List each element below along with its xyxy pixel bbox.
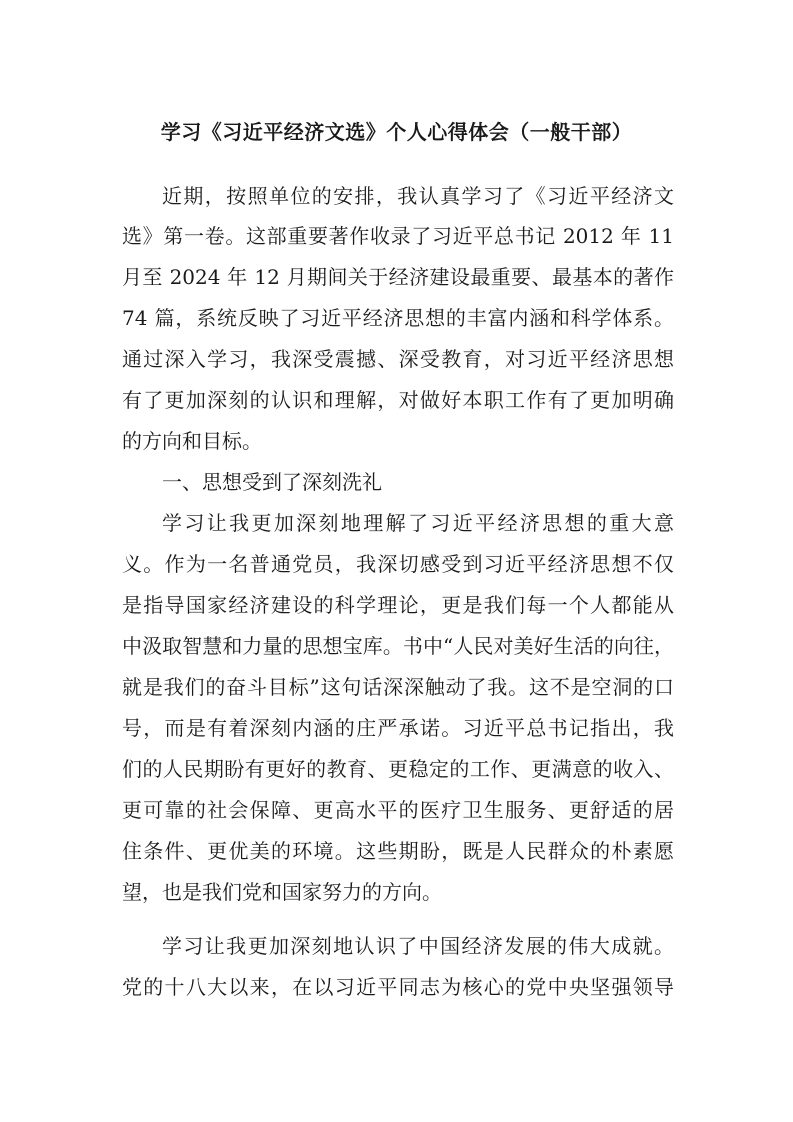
text-line: 中汲取智慧和力量的思想宝库。书中“人民对美好生活的向往， [122, 634, 674, 658]
text-line: 望，也是我们党和国家努力的方向。 [122, 880, 442, 904]
text-line: 是指导国家经济建设的科学理论，更是我们每一个人都能从 [122, 593, 674, 617]
text-line: 月至 2024 年 12 月期间关于经济建设最重要、最基本的著作 [122, 265, 674, 289]
text-line: 选》第一卷。这部重要著作收录了习近平总书记 2012 年 11 [122, 224, 674, 248]
text-line: 通过深入学习，我深受震撼、深受教育，对习近平经济思想 [122, 347, 674, 371]
text-line: 们的人民期盼有更好的教育、更稳定的工作、更满意的收入、 [122, 757, 674, 781]
text-line: 住条件、更优美的环境。这些期盼，既是人民群众的朴素愿 [122, 839, 674, 863]
text-line: 党的十八大以来，在以习近平同志为核心的党中央坚强领导 [122, 975, 674, 999]
text-line: 近期，按照单位的安排，我认真学习了《习近平经济文 [162, 184, 674, 208]
text-line: 74 篇，系统反映了习近平经济思想的丰富内涵和科学体系。 [122, 306, 674, 330]
document-title: 学习《习近平经济文选》个人心得体会（一般干部） [160, 120, 633, 144]
text-line: 有了更加深刻的认识和理解，对做好本职工作有了更加明确 [122, 388, 674, 412]
section-heading: 一、思想受到了深刻洗礼 [162, 470, 382, 494]
text-line: 学习让我更加深刻地理解了习近平经济思想的重大意 [162, 511, 674, 535]
text-line: 学习让我更加深刻地认识了中国经济发展的伟大成就。 [162, 934, 674, 958]
text-line: 就是我们的奋斗目标”这句话深深触动了我。这不是空洞的口 [122, 675, 674, 699]
text-line: 号，而是有着深刻内涵的庄严承诺。习近平总书记指出，我 [122, 716, 674, 740]
text-line: 义。作为一名普通党员，我深切感受到习近平经济思想不仅 [122, 552, 674, 576]
text-line: 的方向和目标。 [122, 429, 262, 453]
text-line: 更可靠的社会保障、更高水平的医疗卫生服务、更舒适的居 [122, 798, 674, 822]
